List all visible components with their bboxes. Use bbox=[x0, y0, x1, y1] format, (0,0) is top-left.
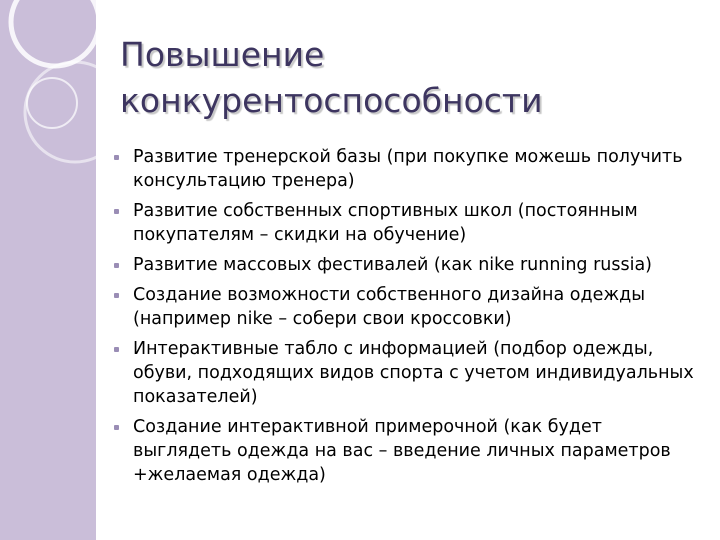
bullet-marker-icon bbox=[114, 263, 119, 268]
bullet-marker-icon bbox=[114, 293, 119, 298]
slide-title bbox=[120, 32, 700, 124]
bullet-item-interactive-boards bbox=[108, 337, 698, 409]
decor-circle-small bbox=[27, 78, 77, 128]
bullet-item-sports-schools bbox=[108, 199, 698, 247]
bullet-text: Интерактивные табло с информацией (подбор одежды, обуви, подходящих видов спорта с учетом индивидуальных показателей) bbox=[133, 339, 694, 407]
bullet-marker-icon bbox=[114, 155, 119, 160]
decor-circle-top bbox=[11, 0, 99, 66]
bullet-text: Создание возможности собственного дизайна одежды (например nike – собери свои кроссовки) bbox=[133, 285, 646, 329]
bullet-text: Развитие массовых фестивалей (как nike running russia) bbox=[133, 255, 653, 275]
bullet-text: Развитие тренерской базы (при покупке можешь получить консультацию тренера) bbox=[133, 147, 683, 191]
bullet-item-custom-design bbox=[108, 283, 698, 331]
bullet-marker-icon bbox=[114, 425, 119, 430]
bullet-marker-icon bbox=[114, 347, 119, 352]
bullet-item-trainer-base bbox=[108, 145, 698, 193]
title-line-2: конкурентоспособности bbox=[120, 81, 543, 120]
bullet-text: Создание интерактивной примерочной (как будет выглядеть одежда на вас – введение личных параметров +желаемая одежда) bbox=[133, 417, 671, 485]
bullet-list bbox=[108, 145, 698, 493]
bullet-text: Развитие собственных спортивных школ (постоянным покупателям – скидки на обучение) bbox=[133, 201, 638, 245]
bullet-marker-icon bbox=[114, 209, 119, 214]
title-line-1: Повышение bbox=[120, 35, 325, 74]
bullet-item-fitting-room bbox=[108, 415, 698, 487]
bullet-item-mass-festivals bbox=[108, 253, 698, 277]
